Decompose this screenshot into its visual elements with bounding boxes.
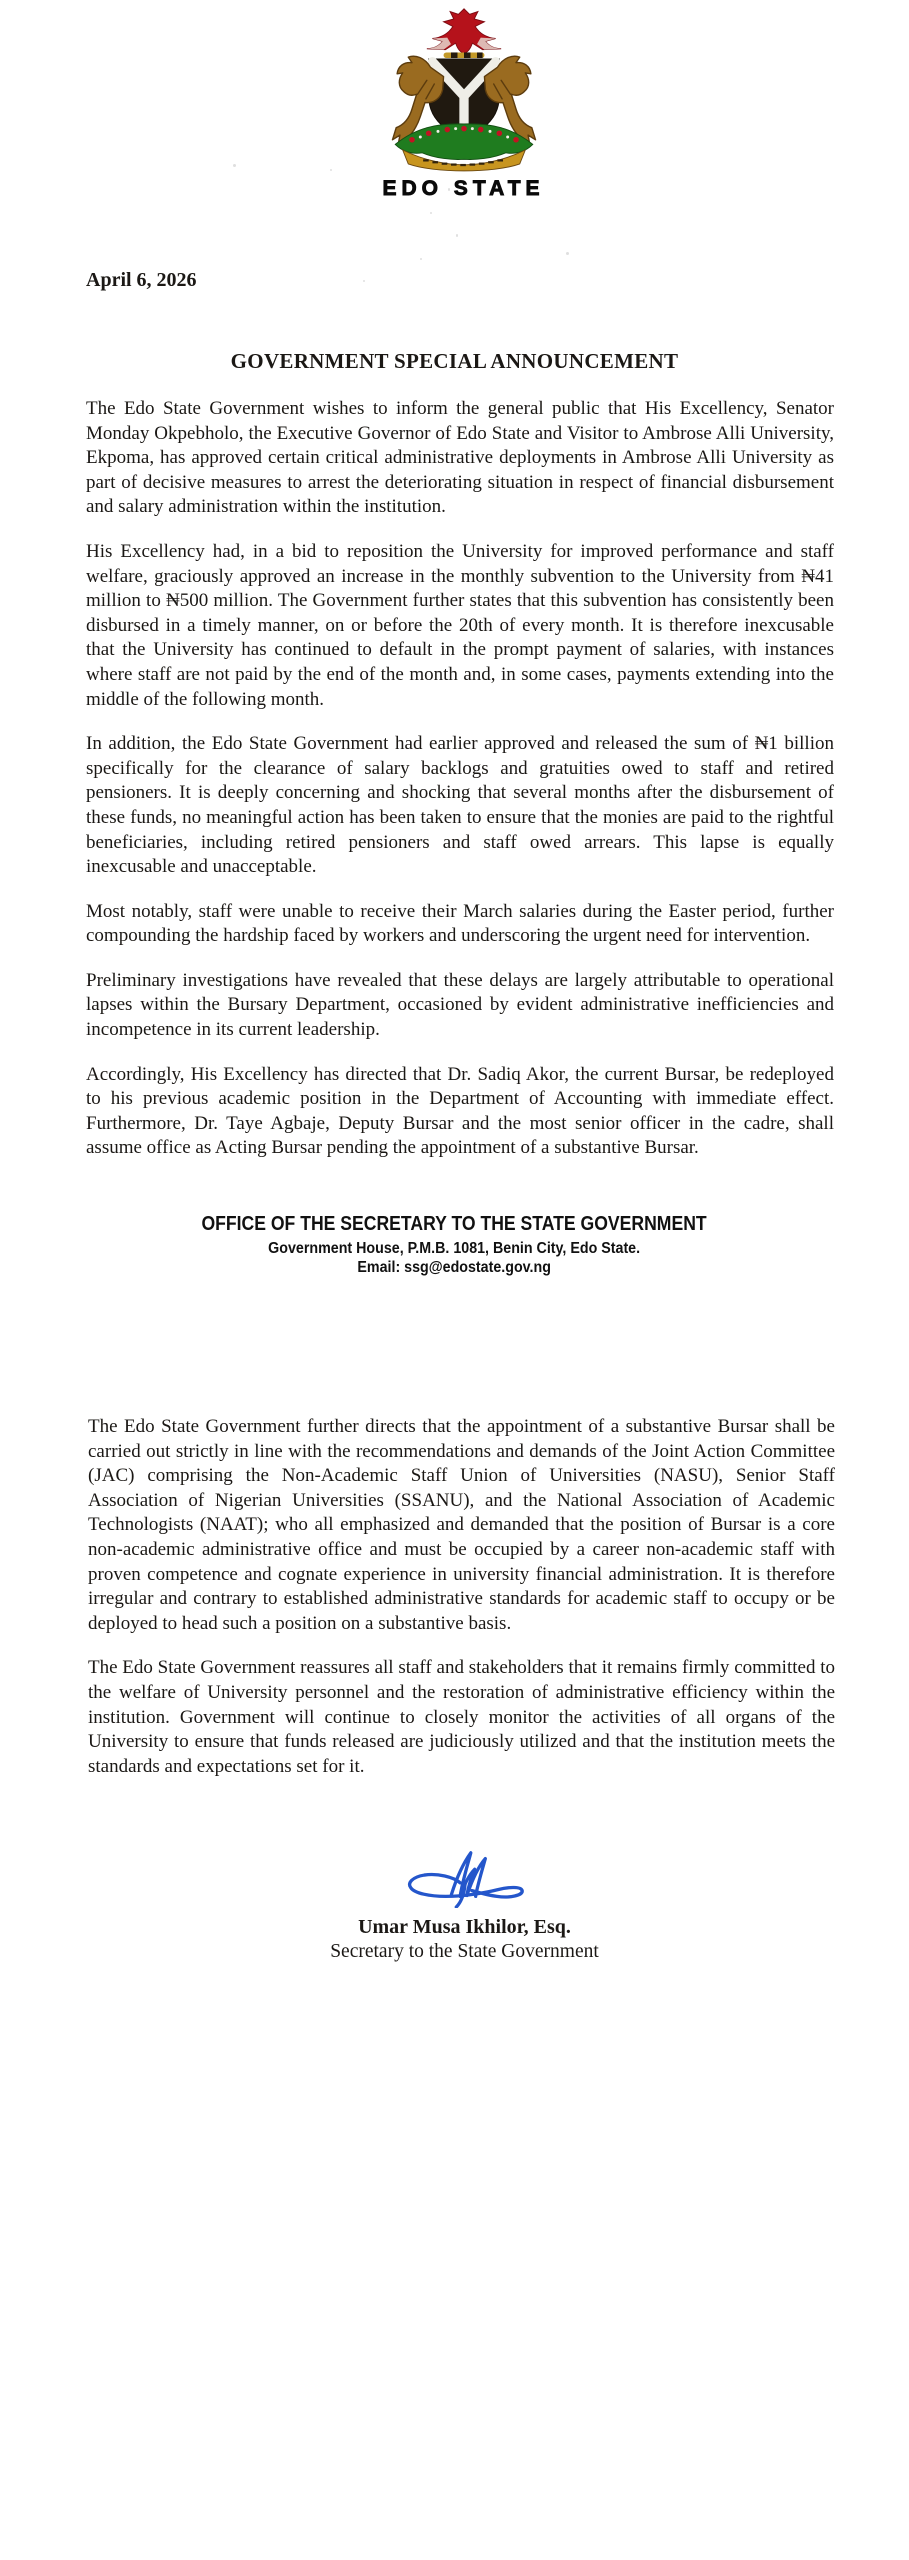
torse <box>443 52 484 58</box>
edo-state-coat-of-arms-icon <box>371 6 557 176</box>
signature-ink-icon <box>399 1846 531 1908</box>
body-paragraph-6: Accordingly, His Excellency has directed that Dr. Sadiq Akor, the current Bursar, be redeployed to his previous academic position in the Department of Accounting with immediate effect. Furthermore, Dr. Taye Agbaje, Deputy Bursar and the most senior officer in the cadre, shall assume office as Acting Bursar pending the appointment of a substantive Bursar. <box>86 1063 834 1159</box>
office-email: Email: ssg@edostate.gov.ng <box>357 1259 552 1276</box>
body-section-2 <box>88 1415 835 1799</box>
body-section-1 <box>86 397 834 1181</box>
logo-label: EDO STATE <box>382 177 545 200</box>
body-paragraph-4: Most notably, staff were unable to receive their March salaries during the Easter period, further compounding the hardship faced by workers and underscoring the urgent need for intervention. <box>86 900 834 947</box>
signatory-title: Secretary to the State Government <box>330 1941 599 1962</box>
body-paragraph-2: His Excellency had, in a bid to reposition the University for improved performance and staff welfare, graciously approved an increase in the monthly subvention to the University from ₦41 million to ₦500 million. The Government further states that this subvention has consistently been disbursed in a timely manner, on or before the 20th of every month. It is therefore inexcusable that the University has continued to default in the prompt payment of salaries, with instances where staff are not paid by the end of the month and, in some cases, payments extending into the middle of the following month. <box>86 540 834 710</box>
letterhead <box>9 6 909 201</box>
body-paragraph-7: The Edo State Government further directs that the appointment of a substantive Bursar shall be carried out strictly in line with the recommendations and demands of the Joint Action Committee (JAC) comprising the Non-Academic Staff Union of Universities (NASU), Senior Staff Association of Nigerian Universities (SSANU), and the National Association of Academic Technologists (NAAT); who all emphasized and demanded that the position of Bursar is a core non-academic administrative office and must be occupied by a career non-academic staff with proven competence and cognate experience in university financial administration. It is therefore irregular and contrary to established administrative standards for academic staff to occupy or be deployed to head such a position on a substantive basis. <box>88 1416 835 1634</box>
page-title: GOVERNMENT SPECIAL ANNOUNCEMENT <box>230 349 679 373</box>
body-paragraph-8: The Edo State Government reassures all staff and stakeholders that it remains firmly committed to the welfare of University personnel and the restoration of administrative efficiency within the institution. Government will continue to closely monitor the activities of all organs of the University to ensure that funds released are judiciously utilized and that the institution meets the standards and expectations set for it. <box>88 1657 835 1777</box>
office-address: Government House, P.M.B. 1081, Benin City, Edo State. <box>268 1240 641 1257</box>
office-of-secretary-block <box>0 1213 909 1277</box>
body-paragraph-5: Preliminary investigations have revealed that these delays are largely attributable to operational lapses within the Bursary Department, occasioned by evident administrative inefficiencies and incompetence in its current leadership. <box>86 969 834 1041</box>
body-paragraph-1: The Edo State Government wishes to inform the general public that His Excellency, Senator Monday Okpebholo, the Executive Governor of Edo State and Visitor to Ambrose Alli University, Ekpoma, has approved certain critical administrative deployments in Ambrose Alli University as part of decisive measures to arrest the deteriorating situation in respect of financial disbursement and salary administration within the institution. <box>86 398 834 518</box>
signature-block <box>10 1846 909 1964</box>
body-paragraph-3: In addition, the Edo State Government had earlier approved and released the sum of ₦1 billion specifically for the clearance of salary backlogs and gratuities owed to staff and retired pensioners. It is deeply concerning and shocking that several months after the disbursement of these funds, no meaningful action has been taken to ensure that the monies are paid to the rightful beneficiaries, including retired pensioners and staff owed arrears. This lapse is equally inexcusable and unacceptable. <box>86 733 834 878</box>
signatory-name: Umar Musa Ikhilor, Esq. <box>358 1916 571 1938</box>
document-date: April 6, 2026 <box>86 269 197 291</box>
office-name: OFFICE OF THE SECRETARY TO THE STATE GOVERNMENT <box>201 1213 708 1235</box>
